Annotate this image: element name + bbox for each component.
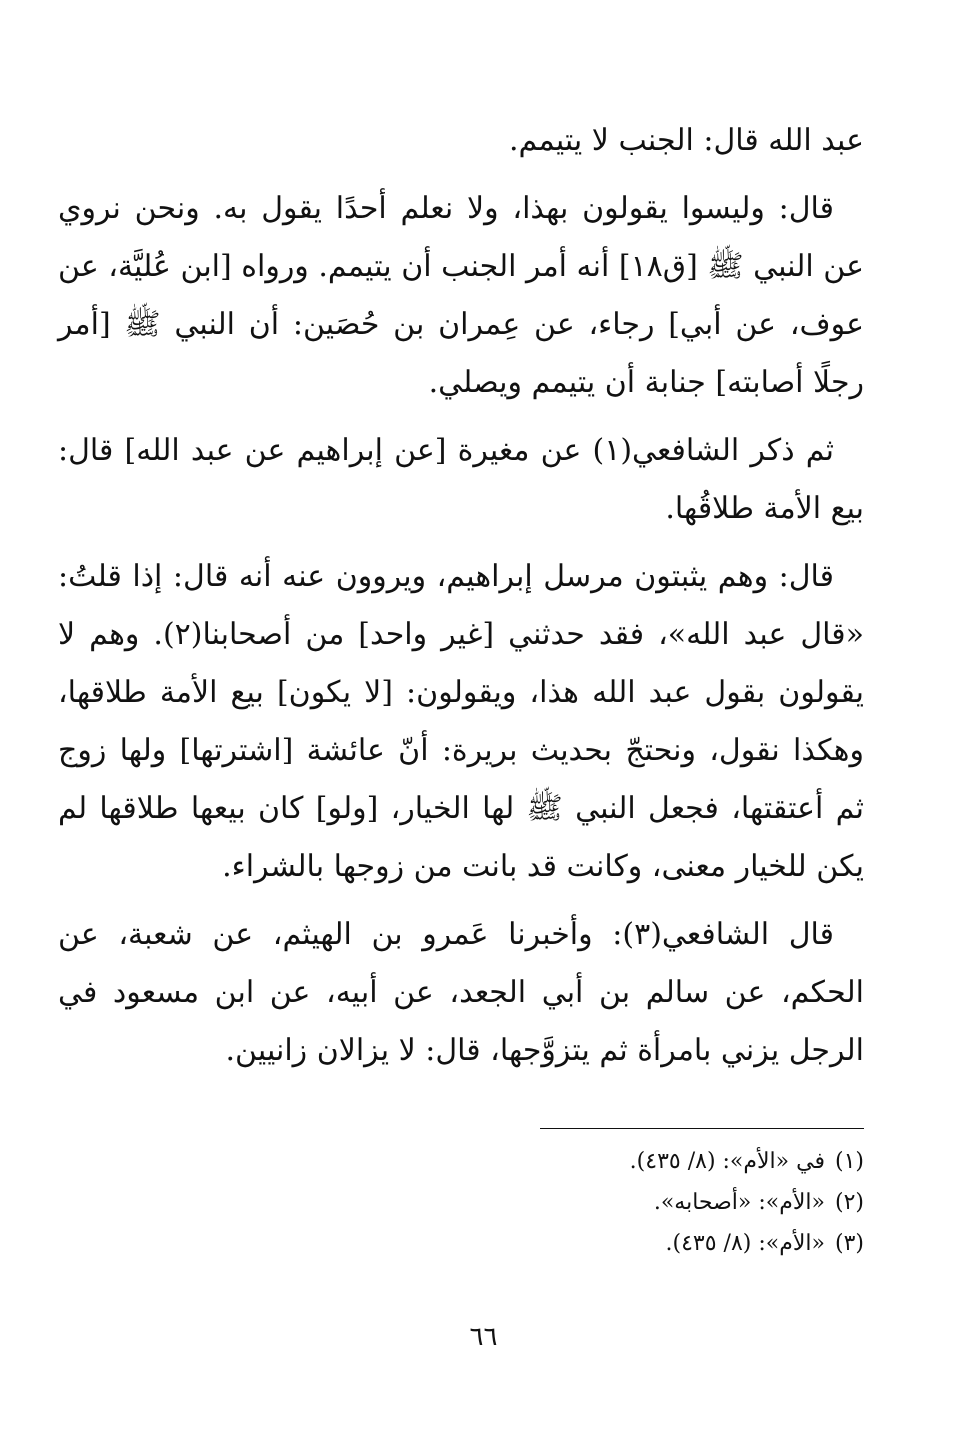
paragraph-1: عبد الله قال: الجنب لا يتيمم. [508, 123, 864, 158]
paragraph-5: قال الشافعي(٣): وأخبرنا عَمرو بن الهيثم، عن شعبة، عن الحكم، عن سالم بن أبي الجعد، عن أبيه، عن ابن مسعود في الرجل يزني بامرأة ثم يتزوَّجها، قال: لا يزالان زانيين. [58, 917, 864, 1068]
footnote-2 [540, 1182, 864, 1223]
footnote-1 [540, 1141, 864, 1182]
footnote-3 [540, 1223, 864, 1264]
page-number: ٦٦ [469, 1322, 498, 1352]
footnote-text: «الأم»: «أصحابه». [653, 1190, 825, 1215]
footnote-number: (٣) [834, 1231, 864, 1256]
paragraph-3: ثم ذكر الشافعي(١) عن مغيرة [عن إبراهيم عن عبد الله] قال: بيع الأمة طلاقُها. [58, 433, 864, 526]
footnote-number: (٢) [834, 1190, 864, 1215]
paragraph-2: قال: وليسوا يقولون بهذا، ولا نعلم أحدًا يقول به. ونحن نروي عن النبي ﷺ [ق١٨] أنه أمر الجنب أن يتيمم. ورواه [ابن عُليَّة، عن عوف، عن أبي] رجاء، عن عِمران بن حُصَين: أن النبي ﷺ [أمر رجلًا أصابته] جنابة أن يتيمم ويصلي. [58, 191, 864, 400]
footnote-separator [540, 1128, 864, 1129]
footnote-text: «الأم»: (٨/ ٤٣٥). [665, 1231, 825, 1256]
main-text [58, 112, 864, 1090]
footnote-number: (١) [834, 1149, 864, 1174]
footnote-text: في «الأم»: (٨/ ٤٣٥). [629, 1149, 825, 1174]
paragraph-4: قال: وهم يثبتون مرسل إبراهيم، ويروون عنه أنه قال: إذا قلتُ: «قال عبد الله»، فقد حدثني [غير واحد] من أصحابنا(٢). وهم لا يقولون بقول عبد الله هذا، ويقولون: [لا يكون] بيع الأمة طلاقها، وهكذا نقول، ونحتجّ بحديث بريرة: أنّ عائشة [اشترتها] ولها زوج ثم أعتقتها، فجعل النبي ﷺ لها الخيار، [ولو] كان بيعها طلاقها لم يكن للخيار معنى، وكانت قد بانت من زوجها بالشراء. [58, 559, 864, 884]
footnotes [540, 1128, 864, 1264]
